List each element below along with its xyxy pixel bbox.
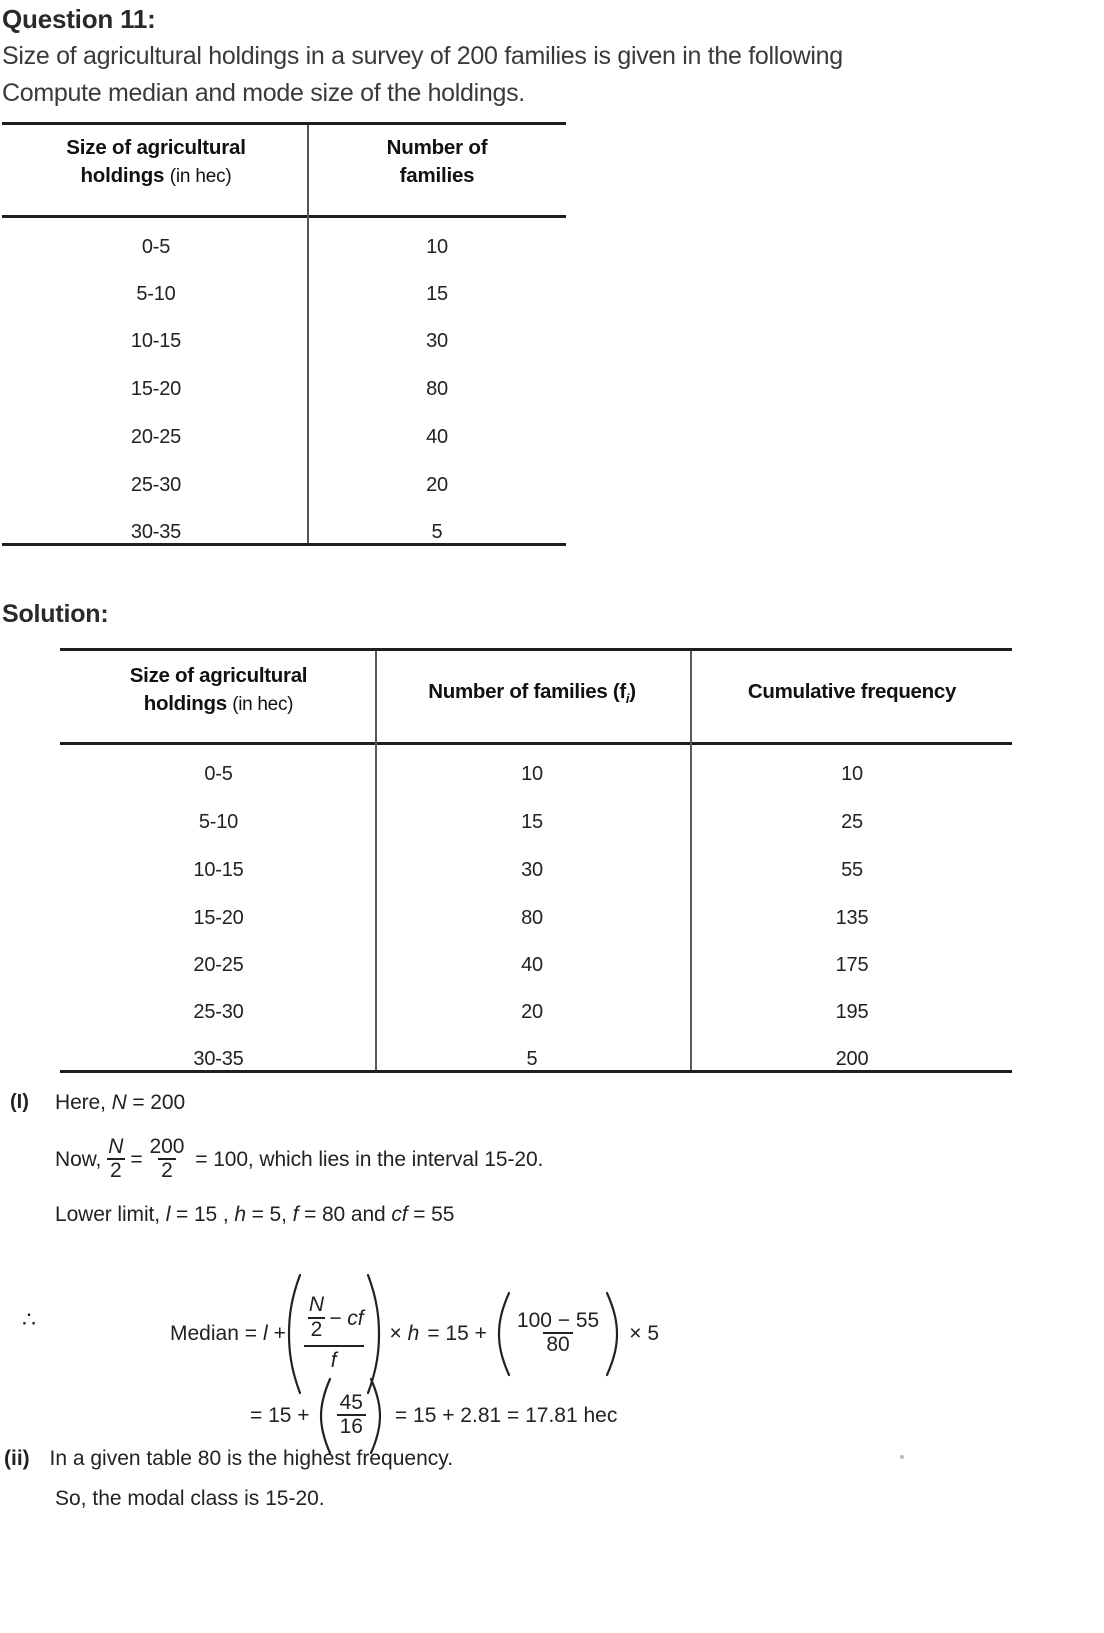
equals-sign-1: = bbox=[130, 1148, 143, 1172]
table-row: 5 bbox=[526, 1048, 538, 1070]
median-inner-fraction bbox=[304, 1295, 364, 1372]
table-row: 30-35 bbox=[193, 1048, 244, 1070]
median-plus: + bbox=[273, 1322, 286, 1345]
table-row: 135 bbox=[835, 907, 869, 929]
step-lower-limit: Lower limit, l = 15 , h = 5, f = 80 and cf = 55 bbox=[55, 1203, 455, 1226]
right-paren-icon bbox=[369, 1377, 385, 1455]
table2-header-col2 bbox=[378, 678, 686, 708]
table-column-divider bbox=[307, 125, 309, 543]
part-ii-line-1: In a given table 80 is the highest frequency. bbox=[49, 1447, 454, 1470]
table-row: 30 bbox=[521, 859, 543, 881]
step-marker-part-ii bbox=[4, 1447, 453, 1471]
table-row: 5 bbox=[431, 521, 443, 543]
question-data-table bbox=[2, 122, 566, 547]
table-row: 30 bbox=[426, 330, 448, 352]
table-row: 5-10 bbox=[136, 283, 176, 305]
table-column-divider-1 bbox=[375, 651, 377, 1070]
therefore-symbol: ∴ bbox=[22, 1307, 36, 1332]
table-top-rule bbox=[60, 648, 1012, 651]
fraction-200-over-2 bbox=[147, 1136, 188, 1182]
table-row: 40 bbox=[426, 426, 448, 448]
fraction-denominator: 2 bbox=[107, 1158, 125, 1182]
table-row: 175 bbox=[835, 954, 869, 976]
fraction-numerator: N bbox=[108, 1135, 124, 1158]
table1-header-col2 bbox=[312, 134, 562, 189]
table2-header-col1-line2-bold: holdings bbox=[143, 691, 227, 715]
table-row: 25-30 bbox=[130, 474, 182, 496]
question-title: Question 11: bbox=[2, 4, 156, 34]
fraction-100-minus-55-over-80 bbox=[514, 1310, 602, 1356]
fraction-denominator: 2 bbox=[308, 1317, 326, 1341]
table-column-divider-2 bbox=[690, 651, 692, 1070]
table1-header-col2-line1: Number of bbox=[386, 136, 488, 159]
fraction-n-over-2 bbox=[105, 1136, 126, 1182]
table-row: 15-20 bbox=[130, 378, 182, 400]
table-row: 15-20 bbox=[193, 907, 244, 929]
table-row: 20-25 bbox=[193, 954, 244, 976]
table-row: 0-5 bbox=[204, 763, 233, 785]
fraction-denominator: 2 bbox=[158, 1158, 176, 1182]
left-paren-icon bbox=[495, 1291, 511, 1377]
table-row: 10 bbox=[521, 763, 543, 785]
table1-header-col1 bbox=[8, 134, 304, 189]
table-row: 200 bbox=[835, 1048, 869, 1070]
question-text-line-2: Compute median and mode size of the holdings. bbox=[2, 79, 525, 107]
left-paren-icon bbox=[318, 1377, 334, 1455]
fraction-denominator: 80 bbox=[543, 1332, 572, 1356]
fraction-numerator: N bbox=[308, 1293, 325, 1317]
table2-header-col2-text: Number of families (f bbox=[428, 680, 626, 703]
table-header-rule bbox=[60, 742, 1012, 745]
table-row: 80 bbox=[521, 907, 543, 929]
median-times-5: × 5 bbox=[629, 1322, 660, 1345]
table-row: 30-35 bbox=[130, 521, 182, 543]
table1-header-col1-line2-bold: holdings bbox=[80, 163, 165, 187]
large-parenthesis-group-right bbox=[495, 1291, 621, 1377]
table2-header-col1-line1: Size of agricultural bbox=[129, 664, 308, 687]
step-here-n: Here, N = 200 bbox=[55, 1091, 186, 1114]
solution-data-table bbox=[60, 648, 1012, 1073]
table1-header-col1-line1: Size of agricultural bbox=[66, 136, 246, 159]
step-marker-part-i: (I) bbox=[10, 1091, 29, 1113]
table-row: 10 bbox=[841, 763, 863, 785]
table2-header-col1-line2-light: (in hec) bbox=[232, 693, 294, 715]
median-minus-cf: − cf bbox=[329, 1307, 364, 1330]
question-text-line-1: Size of agricultural holdings in a survey of 200 families is given in the following bbox=[2, 42, 843, 70]
median-formula-block bbox=[0, 1235, 1104, 1372]
table-row: 40 bbox=[521, 954, 543, 976]
table-row: 15 bbox=[426, 283, 448, 305]
part-ii-marker-text: (ii) bbox=[4, 1447, 30, 1470]
fraction-denominator: 16 bbox=[337, 1414, 366, 1438]
table-row: 25 bbox=[841, 811, 863, 833]
table-row: 10-15 bbox=[130, 330, 182, 352]
page-speck bbox=[900, 1455, 904, 1459]
table-row: 0-5 bbox=[141, 236, 171, 258]
table-header-rule bbox=[2, 215, 566, 218]
table2-header-col2-close: ) bbox=[629, 680, 636, 703]
table-row: 20 bbox=[426, 474, 448, 496]
table1-header-col2-line2: families bbox=[399, 163, 475, 187]
table2-header-col1 bbox=[66, 662, 371, 717]
fraction-numerator: 45 bbox=[339, 1390, 363, 1414]
step-n-over-2 bbox=[55, 1137, 543, 1183]
median-times-h: × h bbox=[389, 1322, 420, 1345]
right-paren-icon bbox=[605, 1291, 621, 1377]
table-row: 10 bbox=[426, 236, 448, 258]
table2-header-col3: Cumulative frequency bbox=[747, 680, 957, 703]
table-row: 195 bbox=[835, 1001, 869, 1023]
solution-label: Solution: bbox=[2, 600, 109, 628]
large-parenthesis-group-final bbox=[318, 1377, 385, 1455]
table-top-rule bbox=[2, 122, 566, 125]
step-now-tail: = 100, which lies in the interval 15-20. bbox=[195, 1148, 544, 1172]
table-row: 55 bbox=[841, 859, 863, 881]
step-now-label: Now, bbox=[55, 1148, 102, 1172]
fraction-numerator: 100 − 55 bbox=[516, 1308, 600, 1332]
table1-header-col1-line2-light: (in hec) bbox=[169, 165, 232, 187]
median-equals-15-plus: = 15 + bbox=[427, 1322, 487, 1345]
table-row: 25-30 bbox=[193, 1001, 244, 1023]
median-denominator-f: f bbox=[304, 1345, 364, 1373]
fraction-45-over-16 bbox=[337, 1392, 366, 1438]
median-label: Median = bbox=[170, 1322, 257, 1345]
table-row: 80 bbox=[426, 378, 448, 400]
table-row: 15 bbox=[521, 811, 543, 833]
final-result-text: = 15 + 2.81 = 17.81 hec bbox=[394, 1404, 618, 1427]
median-result-row bbox=[250, 1377, 617, 1455]
table2-header-col2-subscript: i bbox=[625, 691, 630, 707]
fraction-numerator: 200 bbox=[149, 1135, 185, 1158]
part-ii-line-2: So, the modal class is 15-20. bbox=[55, 1487, 325, 1510]
final-equals-15-plus: = 15 + bbox=[250, 1404, 310, 1427]
table-row: 20-25 bbox=[130, 426, 182, 448]
table-row: 10-15 bbox=[193, 859, 244, 881]
table-row: 20 bbox=[521, 1001, 543, 1023]
fraction-n-over-2-inner bbox=[306, 1294, 327, 1340]
median-var-l: l bbox=[262, 1322, 268, 1345]
table-row: 5-10 bbox=[198, 811, 239, 833]
